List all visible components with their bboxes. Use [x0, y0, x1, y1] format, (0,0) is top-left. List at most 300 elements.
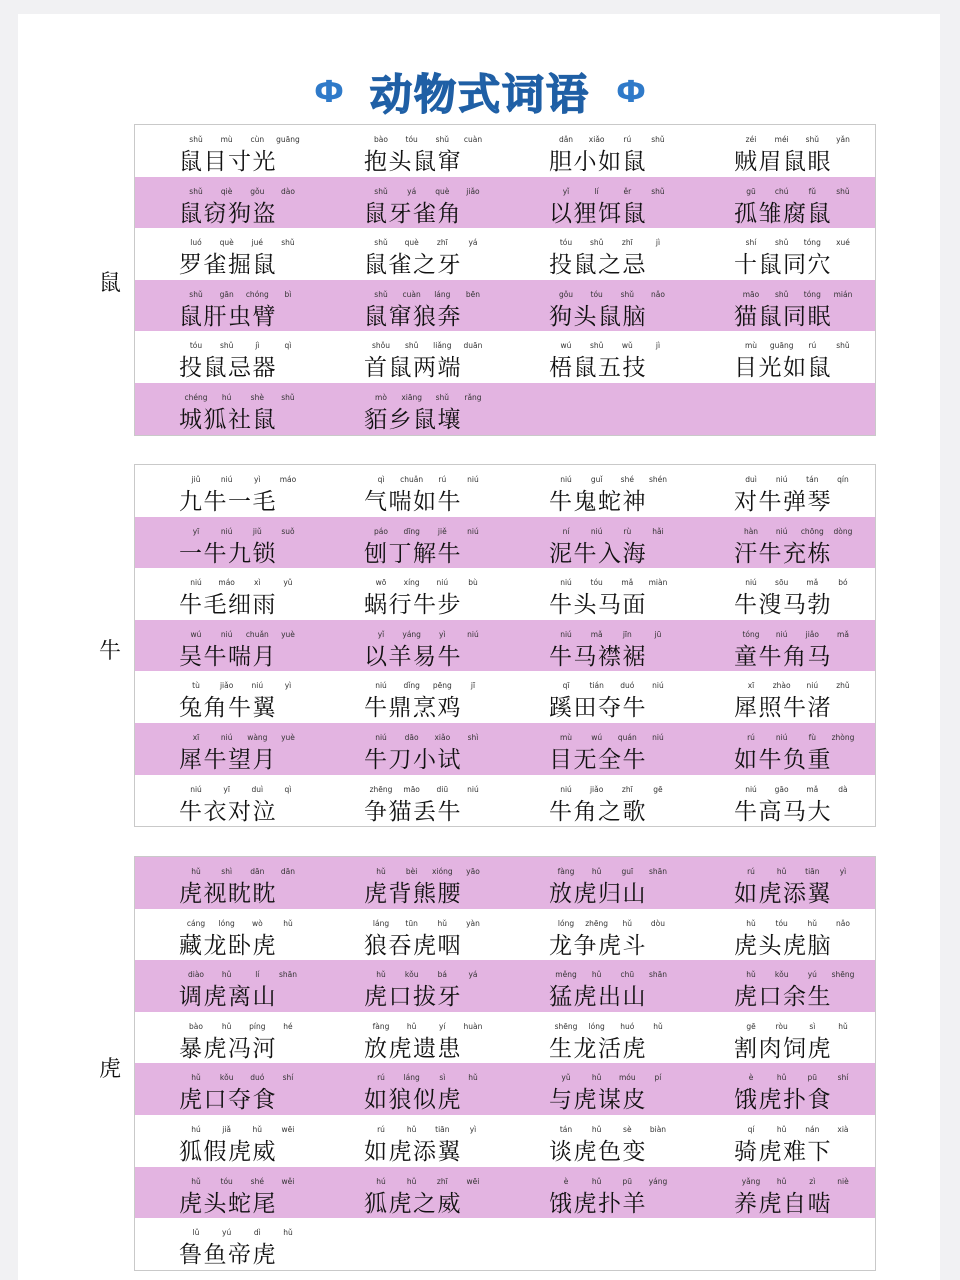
idiom-word: 罗雀掘鼠 — [179, 252, 277, 279]
pinyin-syllable: fàng — [557, 867, 575, 876]
pinyin-syllable: hǔ — [653, 1021, 663, 1031]
pinyin-syllable: shé — [250, 1176, 264, 1186]
pinyin-syllable: hǔ — [838, 1021, 848, 1031]
pinyin-syllable: niú — [467, 475, 479, 484]
pinyin-syllable: hú — [376, 1176, 386, 1186]
pinyin-syllable: tóu — [405, 135, 418, 144]
table-row — [135, 671, 875, 723]
pinyin-syllable: lóng — [218, 918, 235, 928]
pinyin-syllable: yá — [468, 970, 478, 980]
idiom-word: 虎口余生 — [734, 984, 832, 1011]
idiom-word: 一牛九锁 — [179, 540, 277, 567]
pinyin-syllable: nǎo — [835, 918, 850, 928]
idiom-cell — [320, 857, 505, 909]
idiom-word: 虎口夺食 — [179, 1087, 277, 1114]
pinyin-syllable: bèi — [405, 867, 418, 876]
idiom-word: 以羊易牛 — [364, 643, 462, 670]
pinyin-syllable: hǔ — [591, 1073, 602, 1083]
pinyin-syllable: qì — [284, 784, 292, 794]
pinyin-syllable: è — [563, 1176, 569, 1186]
pinyin-syllable: yì — [254, 475, 261, 484]
pinyin-syllable: liǎng — [433, 341, 452, 351]
pinyin-syllable: láng — [434, 289, 451, 299]
pinyin-syllable: yì — [839, 867, 847, 876]
pinyin-syllable: shén — [648, 475, 667, 484]
pinyin-syllable: hǔ — [746, 918, 756, 928]
idiom-word: 牛角之歌 — [549, 798, 647, 825]
pinyin-syllable: mǎ — [621, 578, 634, 588]
idiom-word: 牛刀小试 — [364, 746, 462, 773]
title-bar — [0, 62, 960, 122]
pinyin-syllable: jiǔ — [252, 526, 262, 536]
pinyin-syllable: guāng — [769, 341, 794, 351]
pinyin-syllable: yì — [439, 629, 446, 639]
pinyin-syllable: hǔ — [221, 970, 232, 980]
idiom-word: 牛马襟裾 — [549, 643, 647, 670]
pinyin-syllable: dān — [280, 867, 296, 876]
pinyin-syllable: lí — [255, 970, 260, 980]
idiom-word: 养虎自啮 — [734, 1190, 832, 1217]
idiom-cell — [690, 909, 875, 961]
pinyin-syllable: mǎ — [806, 578, 819, 588]
pinyin-syllable: huó — [620, 1021, 635, 1031]
idiom-word: 鼠目寸光 — [179, 149, 277, 175]
pinyin-syllable: què — [435, 186, 450, 196]
pinyin-syllable: dǎn — [558, 135, 574, 144]
pinyin-syllable: zhī — [436, 1176, 448, 1186]
idiom-word: 胆小如鼠 — [549, 149, 647, 175]
pinyin-syllable: lóng — [588, 1021, 605, 1031]
pinyin-syllable: hǔ — [283, 918, 293, 928]
pinyin-syllable: dà — [838, 784, 848, 794]
pinyin-syllable: zhòng — [831, 732, 855, 742]
pinyin-syllable: shǔ — [435, 392, 450, 402]
pinyin-syllable: fàng — [372, 1021, 390, 1031]
idiom-cell — [320, 1167, 505, 1219]
pinyin-syllable: kǒu — [219, 1073, 234, 1083]
pinyin-syllable: hǔ — [468, 1073, 478, 1083]
pinyin-syllable: hǔ — [776, 1124, 787, 1134]
idiom-word: 吴牛喘月 — [179, 643, 277, 670]
pinyin-syllable: shēng — [831, 970, 855, 980]
idiom-cell — [690, 671, 875, 723]
idiom-cell — [690, 723, 875, 775]
pinyin-syllable: ròu — [775, 1021, 788, 1031]
pinyin-syllable: yú — [807, 970, 817, 980]
pinyin-syllable: hǔ — [191, 1176, 201, 1186]
pinyin-syllable: jiǎ — [222, 1124, 232, 1134]
pinyin-syllable: cuàn — [402, 289, 421, 299]
pinyin-syllable: gē — [746, 1021, 756, 1031]
pinyin-syllable: shǔ — [836, 341, 850, 351]
idiom-word: 九牛一毛 — [179, 489, 277, 515]
pinyin-syllable: hú — [191, 1124, 201, 1134]
pinyin-syllable: mǎ — [590, 629, 603, 639]
idiom-word: 放虎遗患 — [364, 1035, 462, 1062]
pinyin-syllable: tán — [806, 475, 819, 484]
table-row — [135, 857, 875, 909]
pinyin-syllable: niú — [467, 629, 479, 639]
pinyin-syllable: què — [219, 238, 234, 248]
idiom-cell — [505, 568, 690, 620]
pinyin-syllable: xíng — [403, 578, 420, 588]
pinyin-syllable: shēng — [554, 1021, 578, 1031]
idiom-word: 刨丁解牛 — [364, 540, 462, 567]
pinyin-syllable: kǒu — [774, 970, 789, 980]
pinyin-syllable: mò — [375, 392, 387, 402]
pinyin-syllable: pí — [654, 1073, 662, 1083]
idiom-word: 鲁鱼帝虎 — [179, 1242, 277, 1269]
pinyin-syllable: tóng — [742, 629, 760, 639]
pinyin-syllable: shǔ — [219, 341, 234, 351]
idiom-word: 抱头鼠窜 — [364, 149, 462, 175]
pinyin-syllable: gān — [219, 289, 234, 299]
pinyin-syllable: yì — [469, 1124, 477, 1134]
table-row — [135, 465, 875, 517]
pinyin-syllable: niú — [190, 784, 202, 794]
idiom-cell — [320, 517, 505, 569]
pinyin-syllable: guǐ — [590, 475, 603, 484]
pinyin-syllable: tóng — [803, 289, 821, 299]
idiom-cell — [320, 228, 505, 280]
idiom-word: 牛高马大 — [734, 798, 832, 825]
pinyin-syllable: xué — [836, 238, 850, 248]
pinyin-syllable: gū — [746, 186, 756, 196]
table-row — [135, 620, 875, 672]
pinyin-syllable: shé — [620, 475, 634, 484]
pinyin-syllable: yǎng — [741, 1176, 761, 1186]
pinyin-syllable: niú — [745, 578, 757, 588]
pinyin-syllable: niú — [220, 629, 233, 639]
pinyin-syllable: hǔ — [591, 867, 602, 876]
pinyin-syllable: yàn — [466, 918, 480, 928]
table-row — [135, 177, 875, 229]
table-row — [135, 125, 875, 177]
idiom-cell — [505, 1218, 690, 1270]
pinyin-syllable: yǔ — [283, 578, 293, 588]
idiom-cell — [690, 1012, 875, 1064]
pinyin-syllable: chéng — [184, 392, 208, 402]
idiom-word: 气喘如牛 — [364, 489, 462, 515]
title-deco-left-icon: Ф — [314, 74, 344, 110]
idiom-cell — [320, 1012, 505, 1064]
pinyin-syllable: niú — [775, 475, 788, 484]
pinyin-syllable: jiǔ — [191, 475, 201, 484]
pinyin-syllable: shǔ — [404, 341, 419, 351]
idiom-word: 龙争虎斗 — [549, 932, 647, 959]
pinyin-syllable: wàng — [247, 732, 268, 742]
idiom-cell — [505, 383, 690, 435]
pinyin-syllable: tóu — [559, 238, 573, 248]
idiom-word: 如虎添翼 — [734, 881, 832, 907]
idiom-word: 泥牛入海 — [549, 540, 647, 567]
pinyin-syllable: tiān — [805, 867, 820, 876]
pinyin-syllable: shí — [745, 238, 757, 248]
idiom-section — [134, 124, 876, 436]
pinyin-syllable: tóu — [189, 341, 203, 351]
idiom-word: 生龙活虎 — [549, 1035, 647, 1062]
pinyin-syllable: hǔ — [283, 1228, 293, 1238]
pinyin-syllable: qì — [377, 475, 385, 484]
pinyin-syllable: mián — [833, 289, 853, 299]
pinyin-syllable: niú — [375, 681, 387, 691]
pinyin-syllable: jì — [655, 238, 661, 248]
idiom-word: 如虎添翼 — [364, 1138, 462, 1165]
idiom-cell — [320, 280, 505, 332]
idiom-cell — [320, 723, 505, 775]
pinyin-syllable: shǔ — [281, 238, 295, 248]
pinyin-syllable: tián — [589, 681, 604, 691]
pinyin-syllable: ní — [562, 526, 570, 536]
idiom-word: 蹊田夺牛 — [549, 695, 647, 722]
pinyin-syllable: niú — [375, 732, 387, 742]
pinyin-syllable: shì — [221, 867, 233, 876]
pinyin-syllable: niú — [652, 681, 664, 691]
idiom-word: 十鼠同穴 — [734, 252, 832, 279]
idiom-cell — [690, 620, 875, 672]
pinyin-syllable: chú — [774, 186, 789, 196]
idiom-word: 牛头马面 — [549, 592, 647, 619]
pinyin-syllable: yāo — [466, 867, 480, 876]
pinyin-syllable: shì — [467, 732, 479, 742]
idiom-cell — [320, 1218, 505, 1270]
pinyin-syllable: rú — [747, 867, 755, 876]
idiom-word: 首鼠两端 — [364, 355, 462, 382]
pinyin-syllable: yáng — [402, 629, 421, 639]
pinyin-syllable: dòu — [650, 918, 666, 928]
idiom-cell — [320, 465, 505, 517]
pinyin-syllable: cùn — [250, 135, 265, 144]
pinyin-syllable: xì — [254, 578, 261, 588]
pinyin-syllable: wēi — [466, 1176, 480, 1186]
idiom-cell — [320, 383, 505, 435]
idiom-cell — [690, 383, 875, 435]
pinyin-syllable: cáng — [186, 918, 206, 928]
pinyin-syllable: mù — [559, 732, 573, 742]
idiom-cell — [320, 909, 505, 961]
pinyin-syllable: xióng — [432, 867, 453, 876]
pinyin-syllable: rú — [438, 475, 447, 484]
pinyin-syllable: xī — [192, 732, 200, 742]
pinyin-syllable: chōng — [800, 526, 824, 536]
idiom-cell — [135, 857, 320, 909]
pinyin-syllable: máo — [218, 578, 235, 588]
pinyin-syllable: shǔ — [836, 186, 850, 196]
idiom-word: 牛鬼蛇神 — [549, 489, 647, 515]
idiom-cell — [135, 671, 320, 723]
idiom-cell — [690, 1115, 875, 1167]
pinyin-syllable: dǐng — [403, 681, 420, 691]
pinyin-syllable: tù — [192, 681, 200, 691]
pinyin-syllable: hǔ — [406, 1021, 417, 1031]
pinyin-syllable: niú — [560, 629, 572, 639]
pinyin-syllable: yǎn — [836, 135, 850, 144]
pinyin-syllable: tóng — [803, 238, 821, 248]
pinyin-syllable: gāo — [774, 784, 789, 794]
pinyin-syllable: lǔ — [192, 1228, 200, 1238]
pinyin-syllable: méi — [774, 135, 789, 144]
pinyin-syllable: yī — [223, 784, 230, 794]
pinyin-syllable: niú — [467, 784, 479, 794]
pinyin-syllable: guāng — [276, 135, 300, 144]
table-row — [135, 228, 875, 280]
pinyin-syllable: yuè — [281, 629, 295, 639]
pinyin-syllable: guī — [621, 867, 634, 876]
table-row — [135, 1115, 875, 1167]
pinyin-syllable: shǒu — [371, 341, 390, 351]
idiom-cell — [690, 125, 875, 177]
pinyin-syllable: hǔ — [406, 1124, 417, 1134]
pinyin-syllable: pū — [622, 1176, 633, 1186]
pinyin-syllable: bù — [468, 578, 478, 588]
pinyin-syllable: mǎ — [806, 784, 819, 794]
pinyin-syllable: yì — [284, 681, 292, 691]
pinyin-syllable: hǔ — [622, 918, 633, 928]
idiom-word: 鼠牙雀角 — [364, 200, 462, 227]
idiom-word: 目无全牛 — [549, 746, 647, 773]
pinyin-syllable: xiǎo — [434, 732, 451, 742]
pinyin-syllable: hǔ — [252, 1124, 263, 1134]
pinyin-syllable: rú — [623, 135, 632, 144]
pinyin-syllable: láng — [372, 918, 390, 928]
table-row — [135, 960, 875, 1012]
idiom-cell — [690, 177, 875, 229]
pinyin-syllable: máo — [279, 475, 297, 484]
idiom-word: 谈虎色变 — [549, 1138, 647, 1165]
pinyin-syllable: mù — [220, 135, 233, 144]
pinyin-syllable: mù — [744, 341, 758, 351]
pinyin-syllable: niú — [220, 475, 233, 484]
idiom-word: 梧鼠五技 — [549, 355, 647, 382]
idiom-cell — [690, 465, 875, 517]
idiom-cell — [135, 125, 320, 177]
idiom-cell — [320, 671, 505, 723]
idiom-word: 贼眉鼠眼 — [734, 149, 832, 175]
pinyin-syllable: zhī — [621, 238, 633, 248]
pinyin-syllable: shǔ — [435, 135, 450, 144]
idiom-cell — [135, 1012, 320, 1064]
pinyin-syllable: zhào — [772, 681, 791, 691]
idiom-word: 饿虎扑食 — [734, 1087, 832, 1114]
table-row — [135, 723, 875, 775]
pinyin-syllable: niú — [745, 784, 757, 794]
pinyin-syllable: mǎ — [837, 629, 849, 639]
pinyin-syllable: niú — [467, 526, 479, 536]
idiom-word: 鼠窃狗盗 — [179, 200, 277, 227]
idiom-cell — [690, 1167, 875, 1219]
idiom-word: 牛鼎烹鸡 — [364, 695, 462, 722]
pinyin-syllable: wǔ — [621, 341, 633, 351]
pinyin-syllable: bì — [284, 289, 292, 299]
pinyin-syllable: pēng — [432, 681, 452, 691]
idiom-word: 投鼠忌器 — [179, 355, 277, 382]
pinyin-syllable: yǐ — [377, 629, 385, 639]
pinyin-syllable: dào — [280, 186, 295, 196]
idiom-cell — [135, 280, 320, 332]
pinyin-syllable: yá — [468, 238, 478, 248]
pinyin-syllable: niú — [251, 681, 264, 691]
idiom-cell — [135, 775, 320, 827]
table-row — [135, 568, 875, 620]
pinyin-syllable: cuàn — [463, 135, 483, 144]
idiom-word: 牛毛细雨 — [179, 592, 277, 619]
idiom-cell — [690, 517, 875, 569]
idiom-cell — [505, 280, 690, 332]
pinyin-syllable: shǔ — [651, 135, 665, 144]
table-row — [135, 1167, 875, 1219]
idiom-word: 汗牛充栋 — [734, 540, 832, 567]
idiom-cell — [505, 1115, 690, 1167]
pinyin-syllable: quán — [617, 732, 637, 742]
idiom-cell — [320, 177, 505, 229]
pinyin-syllable: xī — [747, 681, 755, 691]
idiom-word: 狐假虎威 — [179, 1138, 277, 1165]
pinyin-syllable: xiāng — [401, 392, 422, 402]
pinyin-syllable: tán — [559, 1124, 573, 1134]
pinyin-syllable: shān — [648, 867, 667, 876]
idiom-cell — [505, 228, 690, 280]
pinyin-syllable: hǔ — [437, 918, 448, 928]
pinyin-syllable: zì — [809, 1176, 816, 1186]
idiom-word: 狼吞虎咽 — [364, 932, 462, 959]
pinyin-syllable: niú — [220, 732, 233, 742]
pinyin-syllable: niè — [837, 1176, 849, 1186]
pinyin-syllable: niú — [652, 732, 664, 742]
pinyin-syllable: shǔ — [189, 289, 203, 299]
pinyin-syllable: qí — [747, 1124, 755, 1134]
pinyin-syllable: hǎi — [652, 526, 664, 536]
pinyin-syllable: hǔ — [191, 867, 201, 876]
pinyin-syllable: qiè — [220, 186, 233, 196]
pinyin-syllable: duān — [463, 341, 483, 351]
idiom-word: 暴虎冯河 — [179, 1035, 277, 1062]
pinyin-syllable: niú — [590, 526, 603, 536]
pinyin-syllable: hàn — [743, 526, 759, 536]
pinyin-syllable: jì — [655, 341, 661, 351]
pinyin-syllable: rǎng — [464, 392, 482, 402]
idiom-word: 虎视眈眈 — [179, 881, 277, 907]
pinyin-syllable: zhēng — [585, 918, 609, 928]
pinyin-syllable: hǔ — [776, 1176, 787, 1186]
pinyin-syllable: wēi — [281, 1124, 295, 1134]
idiom-cell — [135, 1167, 320, 1219]
idiom-cell — [690, 331, 875, 383]
idiom-cell — [505, 1167, 690, 1219]
idiom-word: 蜗行牛步 — [364, 592, 462, 619]
pinyin-syllable: hǔ — [376, 867, 386, 876]
idiom-word: 貊乡鼠壤 — [364, 406, 462, 433]
idiom-word: 狐虎之威 — [364, 1190, 462, 1217]
pinyin-syllable: hǔ — [191, 1073, 201, 1083]
table-row — [135, 383, 875, 435]
pinyin-syllable: hǔ — [376, 970, 386, 980]
idiom-cell — [320, 1115, 505, 1167]
section-label: 鼠 — [98, 271, 121, 296]
pinyin-syllable: nǎo — [650, 289, 665, 299]
pinyin-syllable: hǔ — [776, 1073, 787, 1083]
pinyin-syllable: jiǎo — [466, 186, 480, 196]
pinyin-syllable: duó — [250, 1073, 265, 1083]
pinyin-syllable: rú — [377, 1073, 385, 1083]
pinyin-syllable: duó — [620, 681, 635, 691]
pinyin-syllable: tóu — [590, 289, 603, 299]
pinyin-syllable: bào — [374, 135, 388, 144]
pinyin-syllable: shǔ — [774, 289, 789, 299]
pinyin-syllable: shǔ — [374, 289, 388, 299]
pinyin-syllable: jiǎo — [589, 784, 604, 794]
pinyin-syllable: ěr — [623, 186, 632, 196]
table-row — [135, 1012, 875, 1064]
